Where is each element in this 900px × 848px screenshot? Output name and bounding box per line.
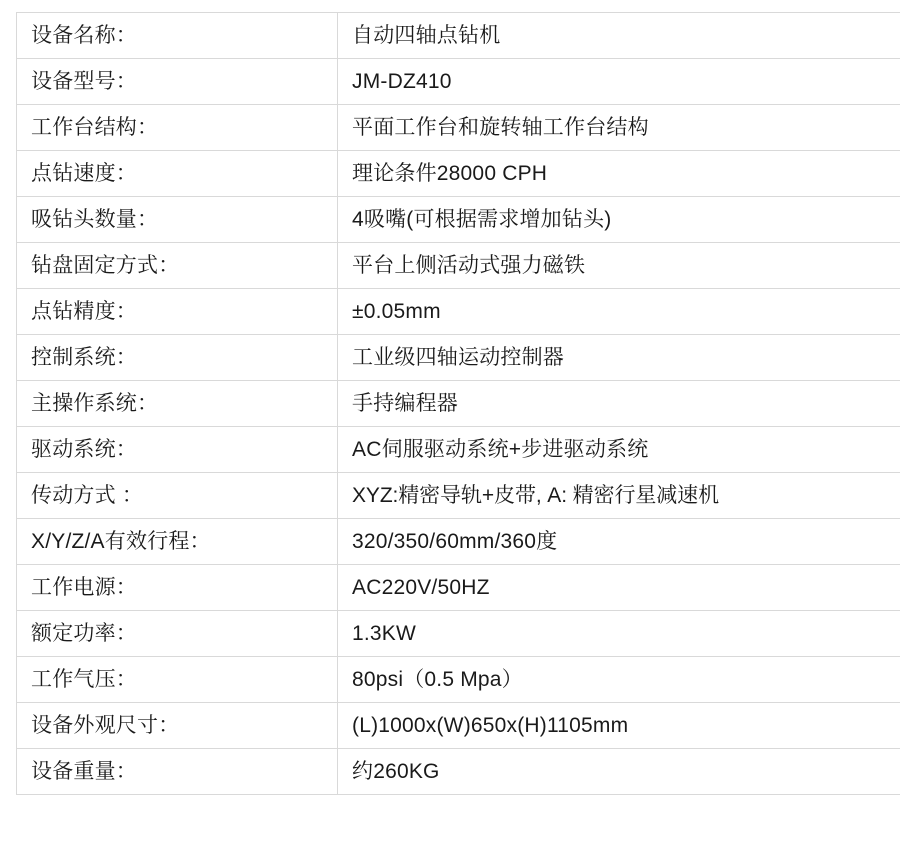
table-row: [17, 151, 900, 197]
specification-table: [16, 12, 900, 795]
spec-label: 钻盘固定方式：: [17, 243, 338, 289]
table-row: [17, 611, 900, 657]
spec-value: 80psi（0.5 Mpa）: [338, 657, 900, 703]
spec-label: 吸钻头数量：: [17, 197, 338, 243]
spec-value: 自动四轴点钻机: [338, 13, 900, 59]
table-row: [17, 749, 900, 795]
spec-value: 理论条件28000 CPH: [338, 151, 900, 197]
spec-value: AC伺服驱动系统+步进驱动系统: [338, 427, 900, 473]
spec-label: 控制系统：: [17, 335, 338, 381]
spec-label: 点钻精度：: [17, 289, 338, 335]
spec-label: 主操作系统：: [17, 381, 338, 427]
spec-value: 1.3KW: [338, 611, 900, 657]
spec-label: 工作台结构：: [17, 105, 338, 151]
table-row: [17, 105, 900, 151]
table-row: [17, 565, 900, 611]
table-row: [17, 59, 900, 105]
spec-value: ±0.05mm: [338, 289, 900, 335]
table-row: [17, 427, 900, 473]
spec-label: 设备名称：: [17, 13, 338, 59]
table-row: [17, 473, 900, 519]
spec-label: X/Y/Z/A有效行程：: [17, 519, 338, 565]
spec-value: 320/350/60mm/360度: [338, 519, 900, 565]
spec-label: 工作电源：: [17, 565, 338, 611]
spec-label: 设备型号：: [17, 59, 338, 105]
spec-value: 约260KG: [338, 749, 900, 795]
table-row: [17, 197, 900, 243]
table-row: [17, 703, 900, 749]
table-row: [17, 657, 900, 703]
spec-value: 4吸嘴(可根据需求增加钻头): [338, 197, 900, 243]
spec-value: 平台上侧活动式强力磁铁: [338, 243, 900, 289]
spec-label: 设备外观尺寸：: [17, 703, 338, 749]
spec-value: AC220V/50HZ: [338, 565, 900, 611]
spec-label: 驱动系统：: [17, 427, 338, 473]
spec-label: 传动方式 ：: [17, 473, 338, 519]
spec-value: XYZ:精密导轨+皮带, A: 精密行星减速机: [338, 473, 900, 519]
spec-label: 额定功率：: [17, 611, 338, 657]
table-row: [17, 335, 900, 381]
specification-table-body: [17, 13, 900, 795]
table-row: [17, 519, 900, 565]
spec-label: 点钻速度：: [17, 151, 338, 197]
table-row: [17, 13, 900, 59]
spec-value: 手持编程器: [338, 381, 900, 427]
table-row: [17, 243, 900, 289]
spec-label: 工作气压：: [17, 657, 338, 703]
spec-label: 设备重量：: [17, 749, 338, 795]
spec-value: (L)1000x(W)650x(H)1105mm: [338, 703, 900, 749]
spec-value: JM-DZ410: [338, 59, 900, 105]
spec-value: 平面工作台和旋转轴工作台结构: [338, 105, 900, 151]
spec-value: 工业级四轴运动控制器: [338, 335, 900, 381]
table-row: [17, 289, 900, 335]
table-row: [17, 381, 900, 427]
